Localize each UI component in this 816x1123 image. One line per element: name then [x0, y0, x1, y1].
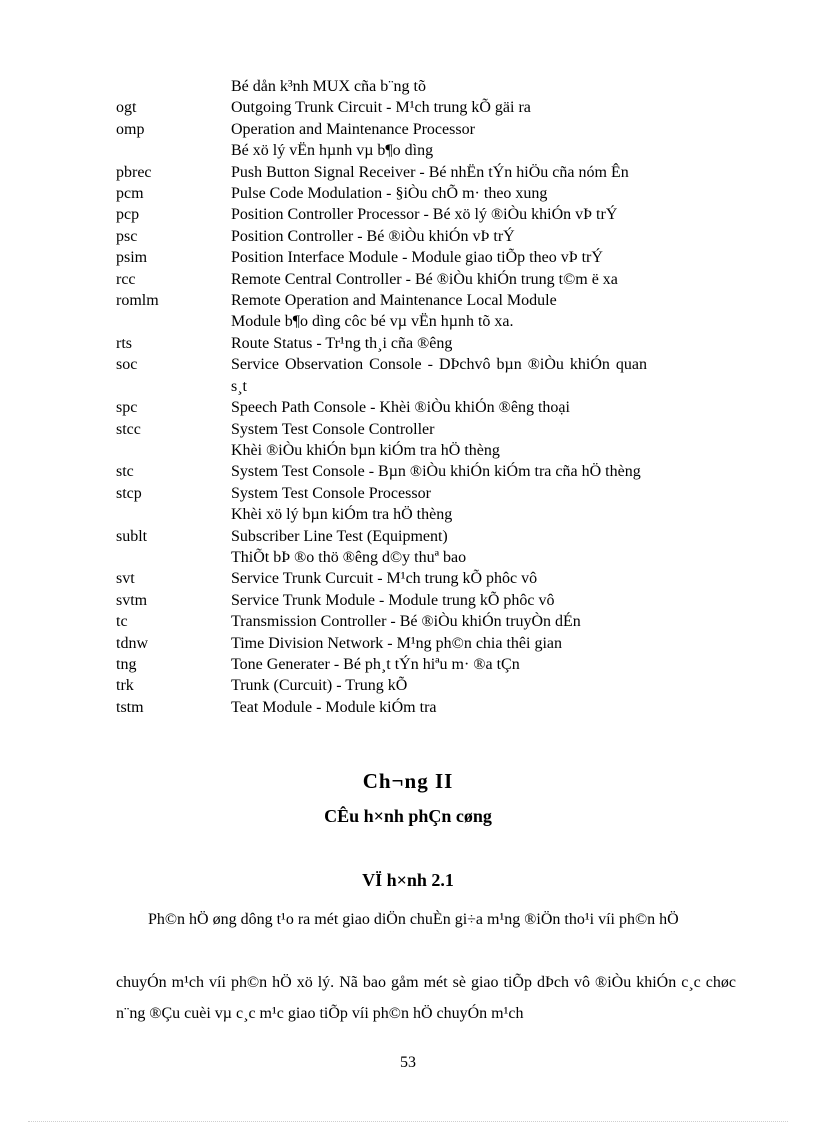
glossary-definition: Outgoing Trunk Circuit - M¹ch trung kÕ gäi ra: [231, 99, 531, 117]
glossary-row: [116, 397, 736, 418]
glossary-abbr: ogt: [116, 99, 137, 117]
glossary-row: [116, 76, 736, 97]
glossary-row: [116, 697, 736, 718]
glossary-definition: Trunk (Curcuit) - Trung kÕ: [231, 677, 408, 695]
glossary-abbr: sublt: [116, 527, 148, 545]
glossary-definition: Pulse Code Modulation - §iÒu chÕ m· theo xung: [231, 185, 548, 203]
glossary-abbr: [116, 504, 231, 525]
glossary-abbr: svt: [116, 570, 135, 588]
glossary-definition: System Test Console Controller: [231, 420, 435, 438]
glossary-definition: Module b¶o dìng côc bé vµ vËn hµnh tõ xa.: [231, 313, 514, 331]
glossary-row: [116, 119, 736, 140]
glossary-definition: Service Trunk Curcuit - M¹ch trung kÕ phôc vô: [231, 570, 538, 588]
glossary-definition: Bé xö lý vËn hµnh vµ b¶o dìng: [231, 142, 434, 160]
glossary-row: [116, 97, 736, 118]
glossary-definition: Remote Operation and Maintenance Local Module: [231, 292, 557, 310]
glossary-definition: Speech Path Console - Khèi ®iÒu khiÓn ®êng thoại: [231, 399, 570, 417]
glossary-row: [116, 247, 736, 268]
glossary-abbr: spc: [116, 399, 138, 417]
glossary-definition: Operation and Maintenance Processor: [231, 120, 475, 138]
glossary-row: [116, 568, 736, 589]
glossary-row: [116, 226, 736, 247]
glossary-definition: Time Division Network - M¹ng ph©n chia thêi gian: [231, 634, 562, 652]
glossary-abbr: rcc: [116, 270, 136, 288]
glossary-row: [116, 633, 736, 654]
glossary-abbr: romlm: [116, 292, 159, 310]
glossary-abbr: psc: [116, 227, 138, 245]
body-paragraph: chuyÓn m¹ch víi ph©n hÖ xö lý. Nã bao gåm mét sè giao tiÕp dÞch vô ®iÒu khiÓn c¸c chøc n¨ng ®Çu cuèi vµ c¸c m¹c giao tiÕp víi ph©n hÖ chuyÓn m¹ch: [116, 974, 736, 1022]
glossary-row: [116, 204, 736, 225]
glossary-abbr: stcc: [116, 420, 141, 438]
glossary-abbr: psim: [116, 249, 148, 267]
figure-caption: VÏ h×nh 2.1: [362, 870, 454, 890]
glossary-abbr: [116, 547, 231, 568]
glossary-row: [116, 461, 736, 482]
glossary-abbr: pcm: [116, 185, 144, 203]
glossary-row: [116, 376, 736, 397]
glossary-abbr: [116, 76, 231, 97]
glossary-row: [116, 290, 736, 311]
glossary-definition: s¸t: [231, 377, 247, 395]
glossary-row: [116, 311, 736, 332]
glossary-definition: Tone Generater - Bé ph¸t tÝn hiªu m· ®a tÇn: [231, 655, 520, 673]
glossary-row: [116, 504, 736, 525]
glossary-row: [116, 183, 736, 204]
glossary-row: [116, 440, 736, 461]
glossary-abbr: pcp: [116, 206, 140, 224]
glossary-abbr: [116, 311, 231, 332]
glossary-abbr: stcp: [116, 484, 142, 502]
glossary-row: [116, 590, 736, 611]
glossary-abbr: [116, 376, 231, 397]
glossary-definition: Khèi xö lý bµn kiÓm tra hÖ thèng: [231, 506, 453, 524]
glossary-row: [116, 419, 736, 440]
glossary-row: [116, 675, 736, 696]
glossary-definition: Service Trunk Module - Module trung kÕ phôc vô: [231, 591, 555, 609]
glossary-abbr: svtm: [116, 591, 148, 609]
glossary-definition: Service Observation Console - DÞchvô bµn ®iÒu khiÓn quan: [231, 356, 647, 374]
glossary-definition: ThiÕt bÞ ®o thö ®êng d©y thuª bao: [231, 548, 467, 566]
glossary-definition: Bé dån k³nh MUX cña b¨ng tõ: [231, 78, 426, 95]
glossary-row: [116, 547, 736, 568]
glossary-definition: System Test Console Processor: [231, 484, 431, 502]
glossary-row: [116, 483, 736, 504]
body-paragraph: Ph©n hÖ øng dông t¹o ra mét giao diÖn chuÈn gi÷a m¹ng ®iÖn tho¹i víi ph©n hÖ: [148, 911, 679, 928]
glossary-abbr: omp: [116, 120, 145, 138]
glossary-abbr: tc: [116, 613, 128, 631]
page-bottom-border: [28, 1121, 788, 1122]
glossary-definition: Teat Module - Module kiÓm tra: [231, 698, 437, 716]
glossary-definition: Position Interface Module - Module giao tiÕp theo vÞ trÝ: [231, 249, 603, 267]
abbreviation-glossary: [116, 76, 736, 718]
page-number: 53: [400, 1054, 416, 1071]
glossary-row: [116, 526, 736, 547]
glossary-definition: Push Button Signal Receiver - Bé nhËn tÝn hiÖu cña nóm Ên: [231, 163, 629, 181]
glossary-row: [116, 269, 736, 290]
glossary-abbr: rts: [116, 334, 132, 352]
chapter-subtitle: CÊu h×nh phÇn cøng: [324, 806, 492, 826]
glossary-definition: Route Status - Tr¹ng th¸i cña ®êng: [231, 334, 453, 352]
glossary-row: [116, 611, 736, 632]
glossary-abbr: tstm: [116, 698, 144, 716]
glossary-abbr: stc: [116, 463, 134, 481]
glossary-definition: Subscriber Line Test (Equipment): [231, 527, 448, 545]
glossary-definition: Khèi ®iÒu khiÓn bµn kiÓm tra hÖ thèng: [231, 441, 500, 459]
glossary-abbr: [116, 440, 231, 461]
glossary-definition: Position Controller - Bé ®iÒu khiÓn vÞ trÝ: [231, 227, 515, 245]
glossary-definition: System Test Console - Bµn ®iÒu khiÓn kiÓm tra cña hÖ thèng: [231, 463, 641, 481]
glossary-row: [116, 140, 736, 161]
glossary-row: [116, 162, 736, 183]
glossary-definition: Position Controller Processor - Bé xö lý ®iÒu khiÓn vÞ trÝ: [231, 206, 618, 224]
glossary-abbr: tdnw: [116, 634, 148, 652]
glossary-row: [116, 333, 736, 354]
glossary-row: [116, 654, 736, 675]
glossary-definition: Transmission Controller - Bé ®iÒu khiÓn truyÒn dÉn: [231, 613, 581, 631]
glossary-abbr: tng: [116, 655, 137, 673]
glossary-abbr: pbrec: [116, 163, 152, 181]
chapter-title: Ch¬ng II: [362, 769, 454, 793]
glossary-abbr: soc: [116, 356, 138, 374]
glossary-row: [116, 354, 736, 375]
glossary-definition: Remote Central Controller - Bé ®iÒu khiÓn trung t©m ë xa: [231, 270, 618, 288]
glossary-abbr: trk: [116, 677, 134, 695]
glossary-abbr: [116, 140, 231, 161]
